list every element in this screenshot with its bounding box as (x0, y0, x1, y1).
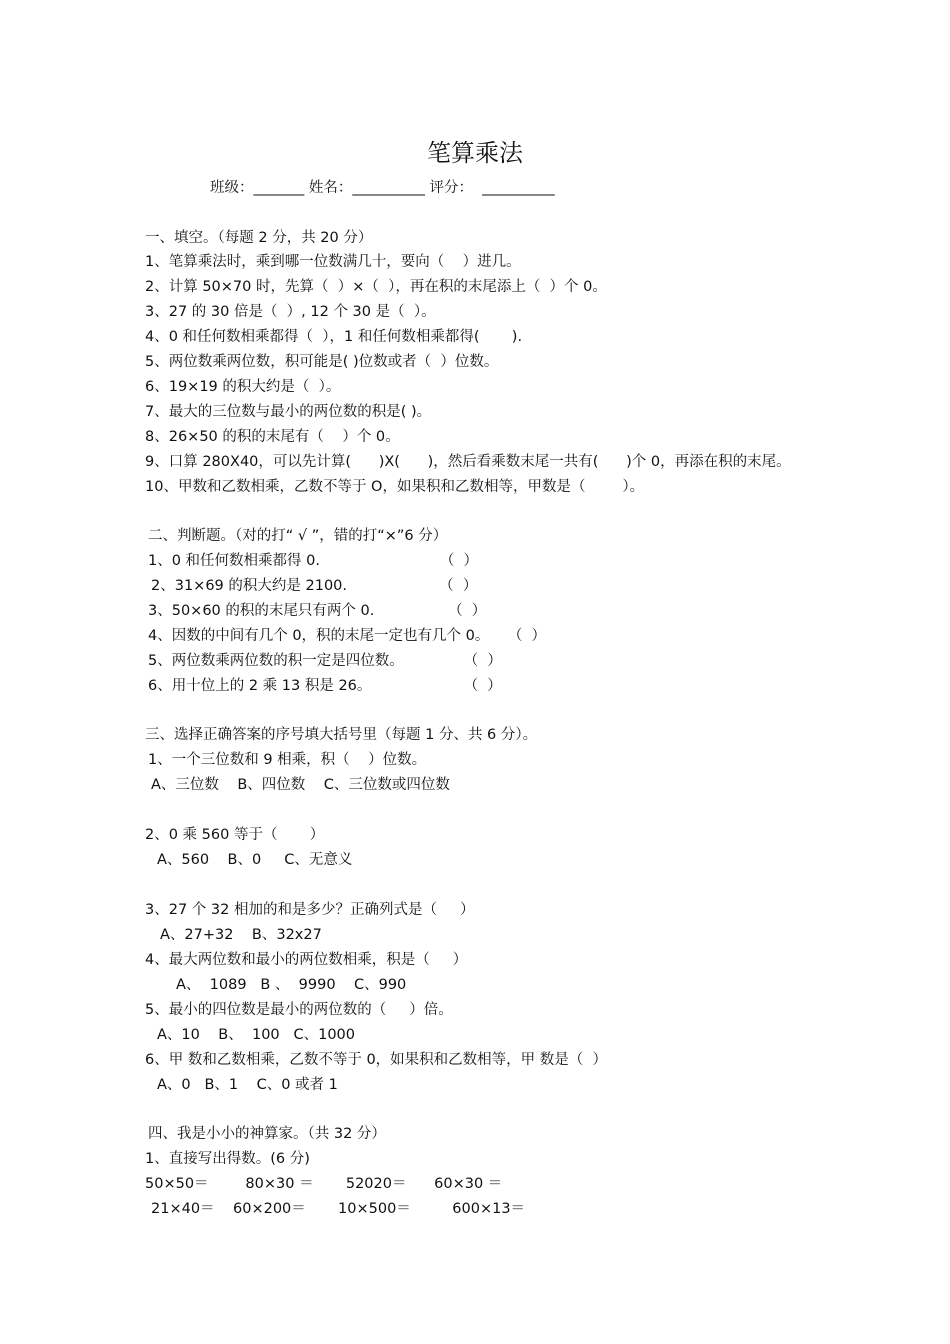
student-info-line: 班级：_______ 姓名：__________ 评分： __________ (210, 180, 555, 196)
worksheet-line: 2、计算 50×70 时，先算（ ）×（ ），再在积的末尾添上（ ）个 0。 (145, 279, 607, 295)
worksheet-line: 5、两位数乘两位数的积一定是四位数。 （ ） (148, 653, 502, 669)
worksheet-line: 三、选择正确答案的序号填大括号里（每题 1 分、共 6 分）。 (145, 727, 538, 743)
worksheet-line: 21×40＝ 60×200＝ 10×500＝ 600×13＝ (151, 1201, 526, 1217)
worksheet-line: 5、最小的四位数是最小的两位数的（ ）倍。 (145, 1002, 453, 1018)
worksheet-line: A、10 B、 100 C、1000 (157, 1027, 356, 1043)
worksheet-line: 3、27 的 30 倍是（ ）, 12 个 30 是（ ）。 (145, 304, 436, 320)
worksheet-line: 6、19×19 的积大约是（ ）。 (145, 379, 341, 395)
worksheet-line: 5、两位数乘两位数，积可能是( )位数或者（ ）位数。 (145, 354, 499, 370)
worksheet-line: 1、一个三位数和 9 相乘，积（ ）位数。 (148, 752, 427, 768)
worksheet-line: 1、直接写出得数。(6 分) (145, 1151, 310, 1167)
worksheet-line: 4、0 和任何数相乘都得（ ），1 和任何数相乘都得( ). (145, 329, 523, 345)
worksheet-line: A、 1089 B 、 9990 C、990 (176, 977, 407, 993)
worksheet-line: 二、判断题。（对的打“ √ ”，错的打“×”6 分） (148, 528, 448, 544)
worksheet-line: 4、因数的中间有几个 0，积的末尾一定也有几个 0。 （ ） (148, 628, 547, 644)
worksheet-line: A、560 B、0 C、无意义 (157, 852, 353, 868)
worksheet-line: A、三位数 B、四位数 C、三位数或四位数 (151, 777, 450, 793)
worksheet-line: 6、甲 数和乙数相乘，乙数不等于 0，如果积和乙数相等，甲 数是（ ） (145, 1052, 607, 1068)
worksheet-line: 9、口算 280X40，可以先计算( )X( )，然后看乘数末尾一共有( )个 0，再添在积的末尾。 (145, 454, 791, 470)
worksheet-line: 1、0 和任何数相乘都得 0. （ ） (148, 553, 479, 569)
worksheet-line: 6、用十位上的 2 乘 13 积是 26。 （ ） (148, 678, 502, 694)
worksheet-line: 2、31×69 的积大约是 2100. （ ） (151, 578, 478, 594)
worksheet-line: 4、最大两位数和最小的两位数相乘，积是（ ） (145, 952, 468, 968)
worksheet-line: 2、0 乘 560 等于（ ） (145, 827, 325, 843)
worksheet-line: 一、填空。（每题 2 分，共 20 分） (145, 230, 373, 246)
worksheet-line: 8、26×50 的积的末尾有（ ）个 0。 (145, 429, 400, 445)
worksheet-line: 1、笔算乘法时，乘到哪一位数满几十，要向（ ）进几。 (145, 254, 521, 270)
worksheet-line: 10、甲数和乙数相乘，乙数不等于 O，如果积和乙数相等，甲数是（ ）。 (145, 479, 645, 495)
page-title: 笔算乘法 (427, 139, 523, 167)
worksheet-line: 四、我是小小的神算家。（共 32 分） (148, 1126, 386, 1142)
worksheet-line: A、0 B、1 C、0 或者 1 (157, 1077, 338, 1093)
worksheet-line: 7、最大的三位数与最小的两位数的积是( )。 (145, 404, 432, 420)
worksheet-line: 3、27 个 32 相加的和是多少？正确列式是（ ） (145, 902, 475, 918)
worksheet-line: A、27+32 B、32x27 (160, 927, 322, 943)
worksheet-line: 50×50＝ 80×30 ＝ 52020＝ 60×30 ＝ (145, 1176, 503, 1192)
worksheet-line: 3、50×60 的积的末尾只有两个 0. （ ） (148, 603, 487, 619)
